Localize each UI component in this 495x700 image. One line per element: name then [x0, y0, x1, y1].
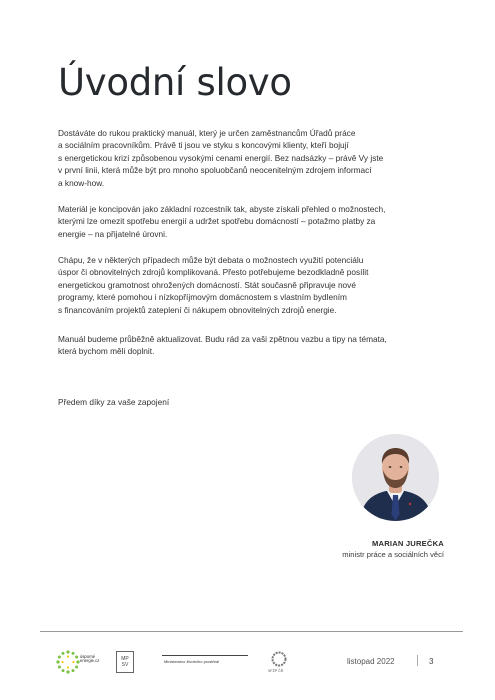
sfzp-logo [268, 650, 290, 674]
paragraph-line: v první linii, která může být pro mnoho spoluobčanů neocenitelným zdrojem informací [58, 165, 372, 176]
mzp-logo [162, 655, 252, 669]
closing-text: Předem díky za vaše zapojení [58, 397, 170, 407]
page-title: Úvodní slovo [58, 61, 292, 104]
paragraph-line: kterými lze omezit spotřebu energií a udržet spotřebu domácností – potažmo platby za [58, 216, 376, 227]
paragraph-line: Dostáváte do rukou praktický manuál, který je určen zaměstnancům Úřadů práce [58, 128, 356, 138]
paragraph-line: a know-how. [58, 177, 105, 188]
closing-line [58, 396, 443, 408]
paragraph-line: Materiál je koncipován jako základní rozcestník tak, abyste získali přehled o možnostech, [58, 204, 386, 214]
sfzp-logo-text: SFŽP ČR [268, 669, 284, 673]
paragraph-line: energie – na přijatelné úrovni. [58, 228, 168, 239]
ring-icon [270, 650, 288, 668]
paragraph-1 [58, 127, 443, 189]
footer-separator [417, 655, 418, 666]
paragraph-line: úspor či obnovitelných zdrojů komplikovaná. Přesto potřebujeme bezodkladně posílit [58, 267, 369, 278]
mpsv-logo [116, 651, 134, 673]
paragraph-4 [58, 333, 443, 358]
footer-date: listopad 2022 [347, 657, 395, 666]
uspornenergie-logo [56, 648, 102, 678]
portrait-photo [352, 434, 439, 521]
paragraph-line: s energetickou krizí způsobenou vysokými cenami energií. Bez nadsázky – právě Vy jste [58, 152, 384, 163]
mzp-logo-text: Ministerstvo životního prostředí [164, 659, 220, 664]
sunburst-icon [56, 650, 80, 674]
mzp-logo-rule [162, 655, 248, 656]
logo1-line: energie.cz [80, 658, 100, 664]
paragraph-line: která bychom měli doplnit. [58, 346, 155, 357]
paragraph-line: energetickou gramotnost ohrožených domácností. Stát současně připravuje nové [58, 279, 356, 290]
signature-name: MARIAN JUREČKA [372, 539, 444, 548]
paragraph-line: s financováním projektů zateplení či nákupem obnovitelných zdrojů energie. [58, 304, 337, 315]
paragraph-2 [58, 203, 443, 240]
paragraph-line: a sociálním pracovníkům. Právě ti jsou ve styku s koncovými klienty, kteří bojují [58, 140, 349, 151]
signature-role: ministr práce a sociálních věcí [342, 550, 444, 559]
mpsv-logo-text: MP SV [121, 656, 129, 668]
paragraph-line: programy, které pomohou i nízkopříjmovým domácnostem s vlastním bydlením [58, 292, 347, 303]
paragraph-line: Chápu, že v některých případech může být debata o možnostech využití potenciálu [58, 255, 364, 265]
logo1-line: úsporné [80, 654, 96, 659]
footer-divider [40, 631, 463, 632]
paragraph-3 [58, 254, 443, 316]
page-number: 3 [429, 657, 434, 666]
paragraph-line: Manuál budeme průběžně aktualizovat. Budu rád za vaši zpětnou vazbu a tipy na témata, [58, 334, 387, 344]
